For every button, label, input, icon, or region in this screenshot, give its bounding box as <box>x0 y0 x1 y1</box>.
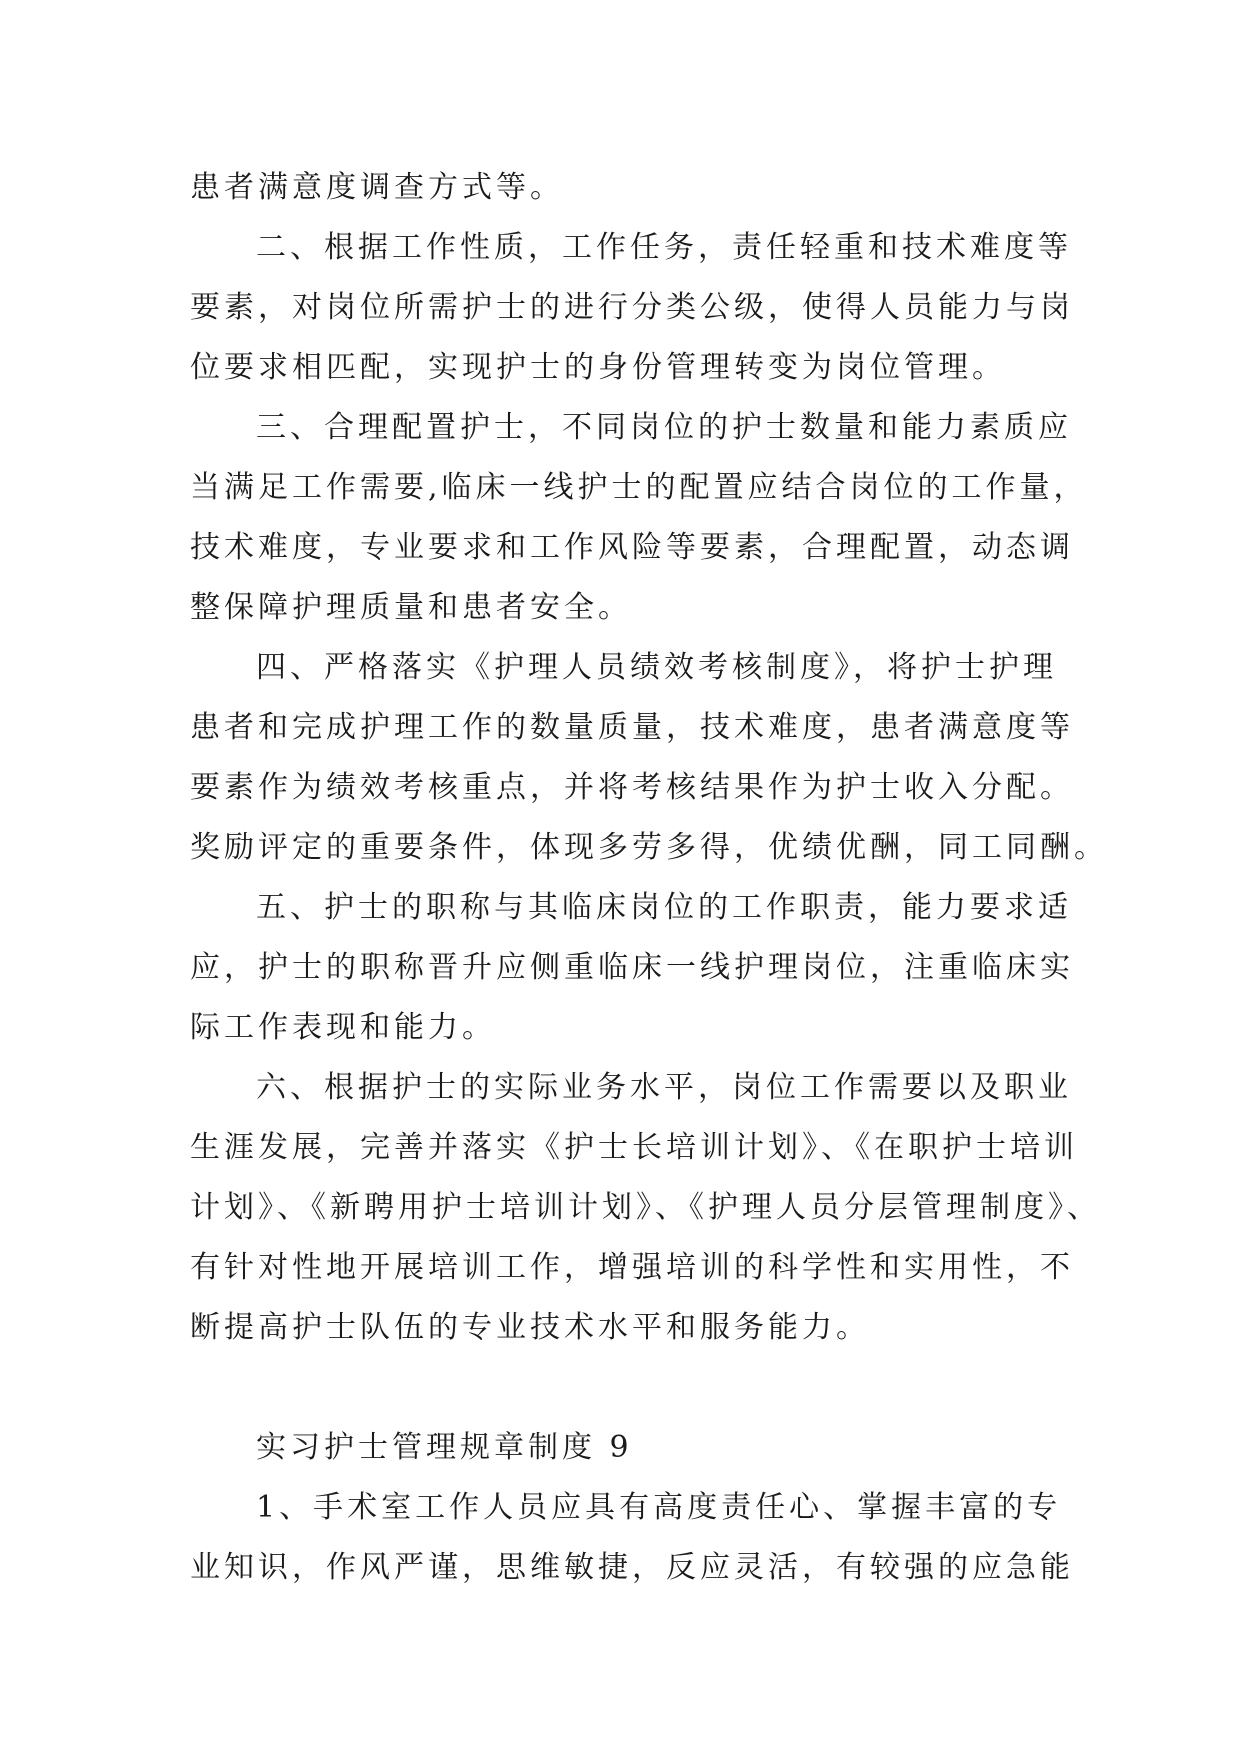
paragraph-line: 应，护士的职称晋升应侧重临床一线护理岗位，注重临床实 <box>190 950 1074 985</box>
paragraph-line: 患者和完成护理工作的数量质量，技术难度，患者满意度等 <box>190 710 1074 745</box>
paragraph-line: 生涯发展，完善并落实《护士长培训计划》、《在职护士培训 <box>190 1130 1078 1165</box>
paragraph-line: 二、根据工作性质，工作任务，责任轻重和技术难度等 <box>256 230 1072 265</box>
paragraph-line: 四、严格落实《护理人员绩效考核制度》，将护士护理 <box>256 650 1057 685</box>
paragraph-line: 际工作表现和能力。 <box>190 1010 496 1045</box>
paragraph-line: 1、手术室工作人员应具有高度责任心、掌握丰富的专 <box>256 1490 1062 1525</box>
paragraph-line: 要素作为绩效考核重点，并将考核结果作为护士收入分配。 <box>190 770 1074 805</box>
paragraph-line: 业知识，作风严谨，思维敏捷，反应灵活，有较强的应急能 <box>190 1550 1074 1585</box>
paragraph-line: 技术难度，专业要求和工作风险等要素，合理配置，动态调 <box>190 530 1074 565</box>
paragraph-line: 有针对性地开展培训工作，增强培训的科学性和实用性，不 <box>190 1250 1074 1285</box>
paragraph-line: 奖励评定的重要条件，体现多劳多得，优绩优酬，同工同酬。 <box>190 830 1108 865</box>
paragraph-line: 当满足工作需要,临床一线护士的配置应结合岗位的工作量， <box>190 470 1088 505</box>
paragraph-line: 患者满意度调查方式等。 <box>190 170 564 205</box>
document-body <box>190 158 1108 1598</box>
paragraph-line: 五、护士的职称与其临床岗位的工作职责，能力要求适 <box>256 890 1072 925</box>
section-spacer <box>190 1358 1050 1418</box>
paragraph-line: 整保障护理质量和患者安全。 <box>190 590 632 625</box>
paragraph-line: 六、根据护士的实际业务水平，岗位工作需要以及职业 <box>256 1070 1072 1105</box>
paragraph-line: 计划》、《新聘用护士培训计划》、《护理人员分层管理制度》、 <box>190 1190 1101 1225</box>
paragraph-line: 三、合理配置护士，不同岗位的护士数量和能力素质应 <box>256 410 1072 445</box>
paragraph-line: 位要求相匹配，实现护士的身份管理转变为岗位管理。 <box>190 350 1006 385</box>
paragraph-line: 要素，对岗位所需护士的进行分类公级，使得人员能力与岗 <box>190 290 1074 325</box>
paragraph-line: 断提高护士队伍的专业技术水平和服务能力。 <box>190 1310 870 1345</box>
section-heading: 实习护士管理规章制度 9 <box>256 1430 633 1465</box>
